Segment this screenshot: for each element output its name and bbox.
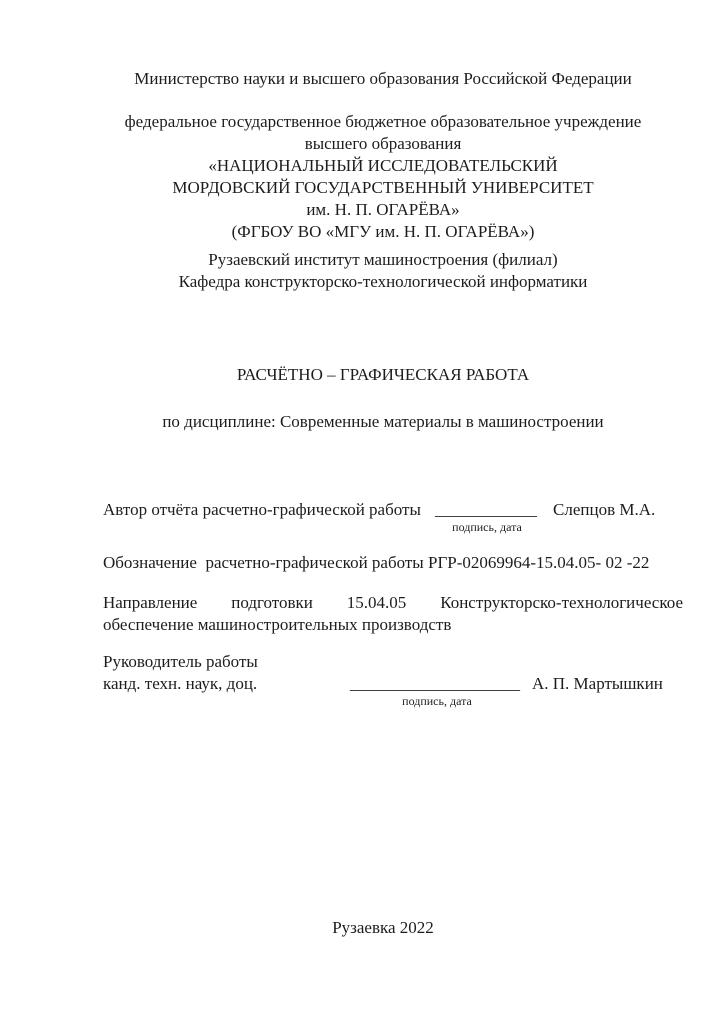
author-name: Слепцов М.А. [553, 500, 656, 519]
university-name-line-3: им. Н. П. ОГАРЁВА» [306, 200, 460, 219]
university-abbreviation: (ФГБОУ ВО «МГУ им. Н. П. ОГАРЁВА») [231, 222, 535, 241]
founding-type-line-1: федеральное государственное бюджетное образовательное учреждение [124, 112, 642, 131]
work-title: РАСЧЁТНО – ГРАФИЧЕСКАЯ РАБОТА [236, 365, 530, 384]
supervisor-name: А. П. Мартышкин [532, 674, 663, 693]
author-signature-caption: подпись, дата [452, 520, 522, 534]
author-signature-line: ____________ [435, 500, 537, 519]
discipline-line: по дисциплине: Современные материалы в машиностроении [162, 412, 604, 431]
supervisor-signature-line: ____________________ [350, 674, 520, 693]
ministry-line: Министерство науки и высшего образования Российской Федерации [134, 69, 632, 88]
supervisor-role: Руководитель работы [103, 652, 258, 671]
university-name-line-2: МОРДОВСКИЙ ГОСУДАРСТВЕННЫЙ УНИВЕРСИТЕТ [172, 178, 594, 197]
founding-type-line-2: высшего образования [304, 134, 462, 153]
university-name-line-1: «НАЦИОНАЛЬНЫЙ ИССЛЕДОВАТЕЛЬСКИЙ [208, 156, 558, 175]
author-label: Автор отчёта расчетно-графической работы [103, 500, 421, 519]
supervisor-degree: канд. техн. наук, доц. [103, 674, 258, 693]
institute-line: Рузаевский институт машиностроения (филиал) [208, 250, 558, 269]
city-year-line: Рузаевка 2022 [332, 918, 434, 937]
program-line-2: обеспечение машиностроительных производств [103, 615, 452, 634]
designation-line: Обозначение расчетно-графической работы РГР-02069964-15.04.05- 02 -22 [103, 553, 650, 572]
program-line-1: Направление подготовки 15.04.05 Конструкторско-технологическое [103, 593, 683, 612]
supervisor-signature-caption: подпись, дата [402, 694, 472, 708]
department-line: Кафедра конструкторско-технологической информатики [178, 272, 588, 291]
